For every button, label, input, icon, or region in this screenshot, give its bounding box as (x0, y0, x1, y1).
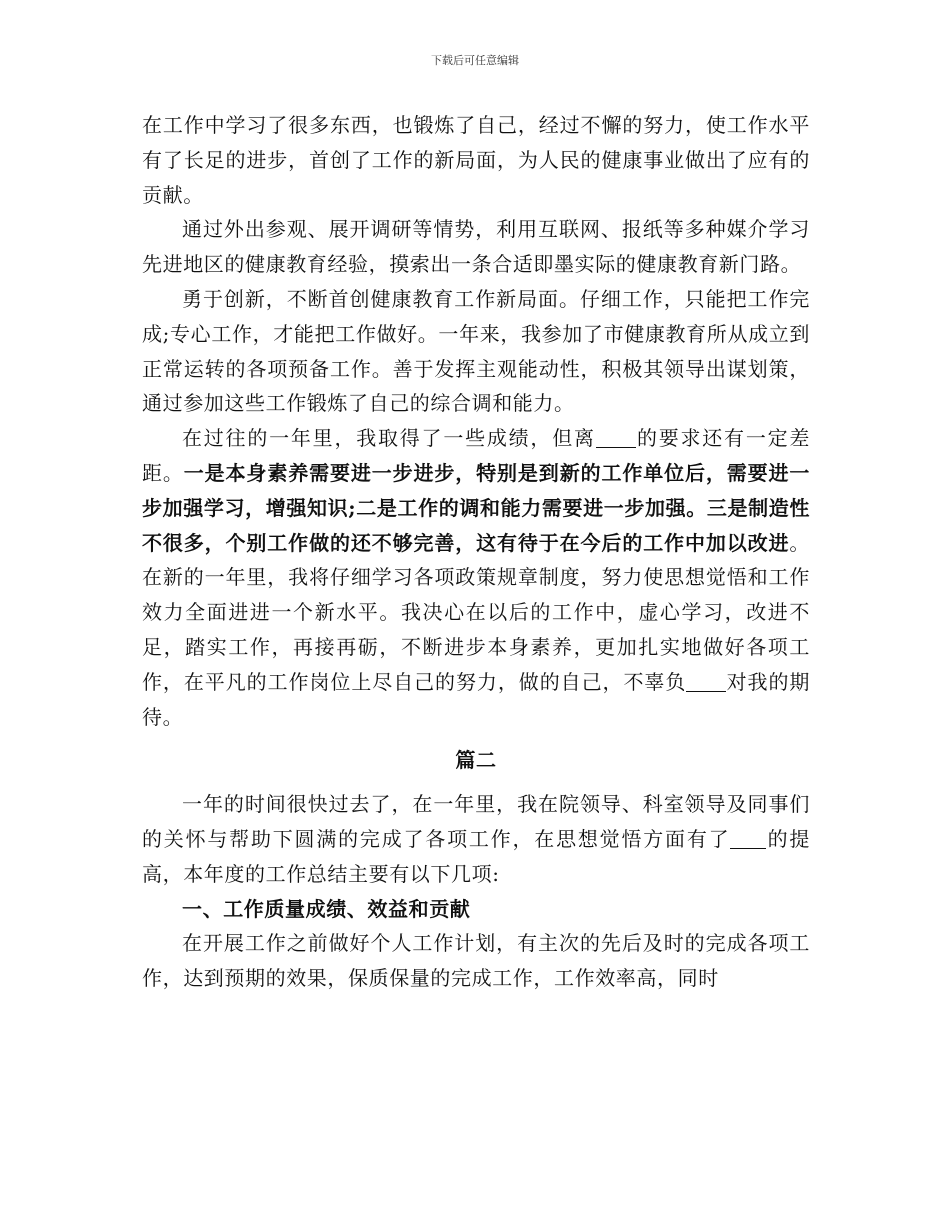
section-heading-1: 一、工作质量成绩、效益和贡献 (182, 896, 471, 921)
paragraph-4-text-c: 。在新的一年里，我将仔细学习各项政策规章制度，努力使思想觉悟和工作效力全面进进一个新水平。我决心在以后的工作中，虚心学习，改进不足，踏实工作，再接再砺，不断进步本身素养，更加扎实地做好各项工作，在平凡的工作岗位上尽自己的努力，做的自己，不辜负 (142, 530, 810, 694)
paragraph-5-text-a: 一年的时间很快过去了，在一年里，我在院领导、科室领导及同事们的关怀与帮助下圆满的完成了各项工作，在思想觉悟方面有了 (142, 792, 810, 851)
fill-in-blank (686, 671, 726, 692)
fill-in-blank (596, 427, 636, 448)
paragraph-3: 勇于创新，不断首创健康教育工作新局面。仔细工作，只能把工作完成;专心工作，才能把工作做好。一年来，我参加了市健康教育所从成立到正常运转的各项预备工作。善于发挥主观能动性，积极其领导出谋划策，通过参加这些工作锻炼了自己的综合调和能力。 (142, 286, 810, 416)
paragraph-5-text-b: 的提高，本年度的工作总结主要有以下几项: (142, 826, 811, 886)
paragraph-6: 在开展工作之前做好个人工作计划，有主次的先后及时的完成各项工作，达到预期的效果，保质保量的完成工作，工作效率高，同时 (142, 931, 810, 991)
paragraph-4-text-d: 对我的期待。 (142, 669, 810, 729)
page-header: 下载后可任意编辑 (431, 54, 519, 67)
paragraph-1: 在工作中学习了很多东西，也锻炼了自己，经过不懈的努力，使工作水平有了长足的进步，首创了工作的新局面，为人民的健康事业做出了应有的贡献。 (142, 113, 810, 207)
section-title: 篇二 (455, 748, 497, 773)
paragraph-2: 通过外出参观、展开调研等情势，利用互联网、报纸等多种媒介学习先进地区的健康教育经验，摸索出一条合适即墨实际的健康教育新门路。 (142, 217, 810, 277)
paragraph-5 (142, 787, 810, 891)
fill-in-blank (730, 828, 766, 849)
paragraph-4-text-a: 在过往的一年里，我取得了一些成绩，但离 (182, 426, 596, 451)
paragraph-4-bold-text: 一是本身素养需要进一步进步，特别是到新的工作单位后，需要进一步加强学习，增强知识;二是工作的调和能力需要进一步加强。三是制造性不很多，个别工作做的还不够完善，这有待于在今后的工作中加以改进 (142, 460, 811, 555)
paragraph-4 (142, 421, 810, 734)
document-body (142, 108, 810, 996)
paragraph-4-text-b: 的要求还有一定差距。 (142, 426, 810, 485)
